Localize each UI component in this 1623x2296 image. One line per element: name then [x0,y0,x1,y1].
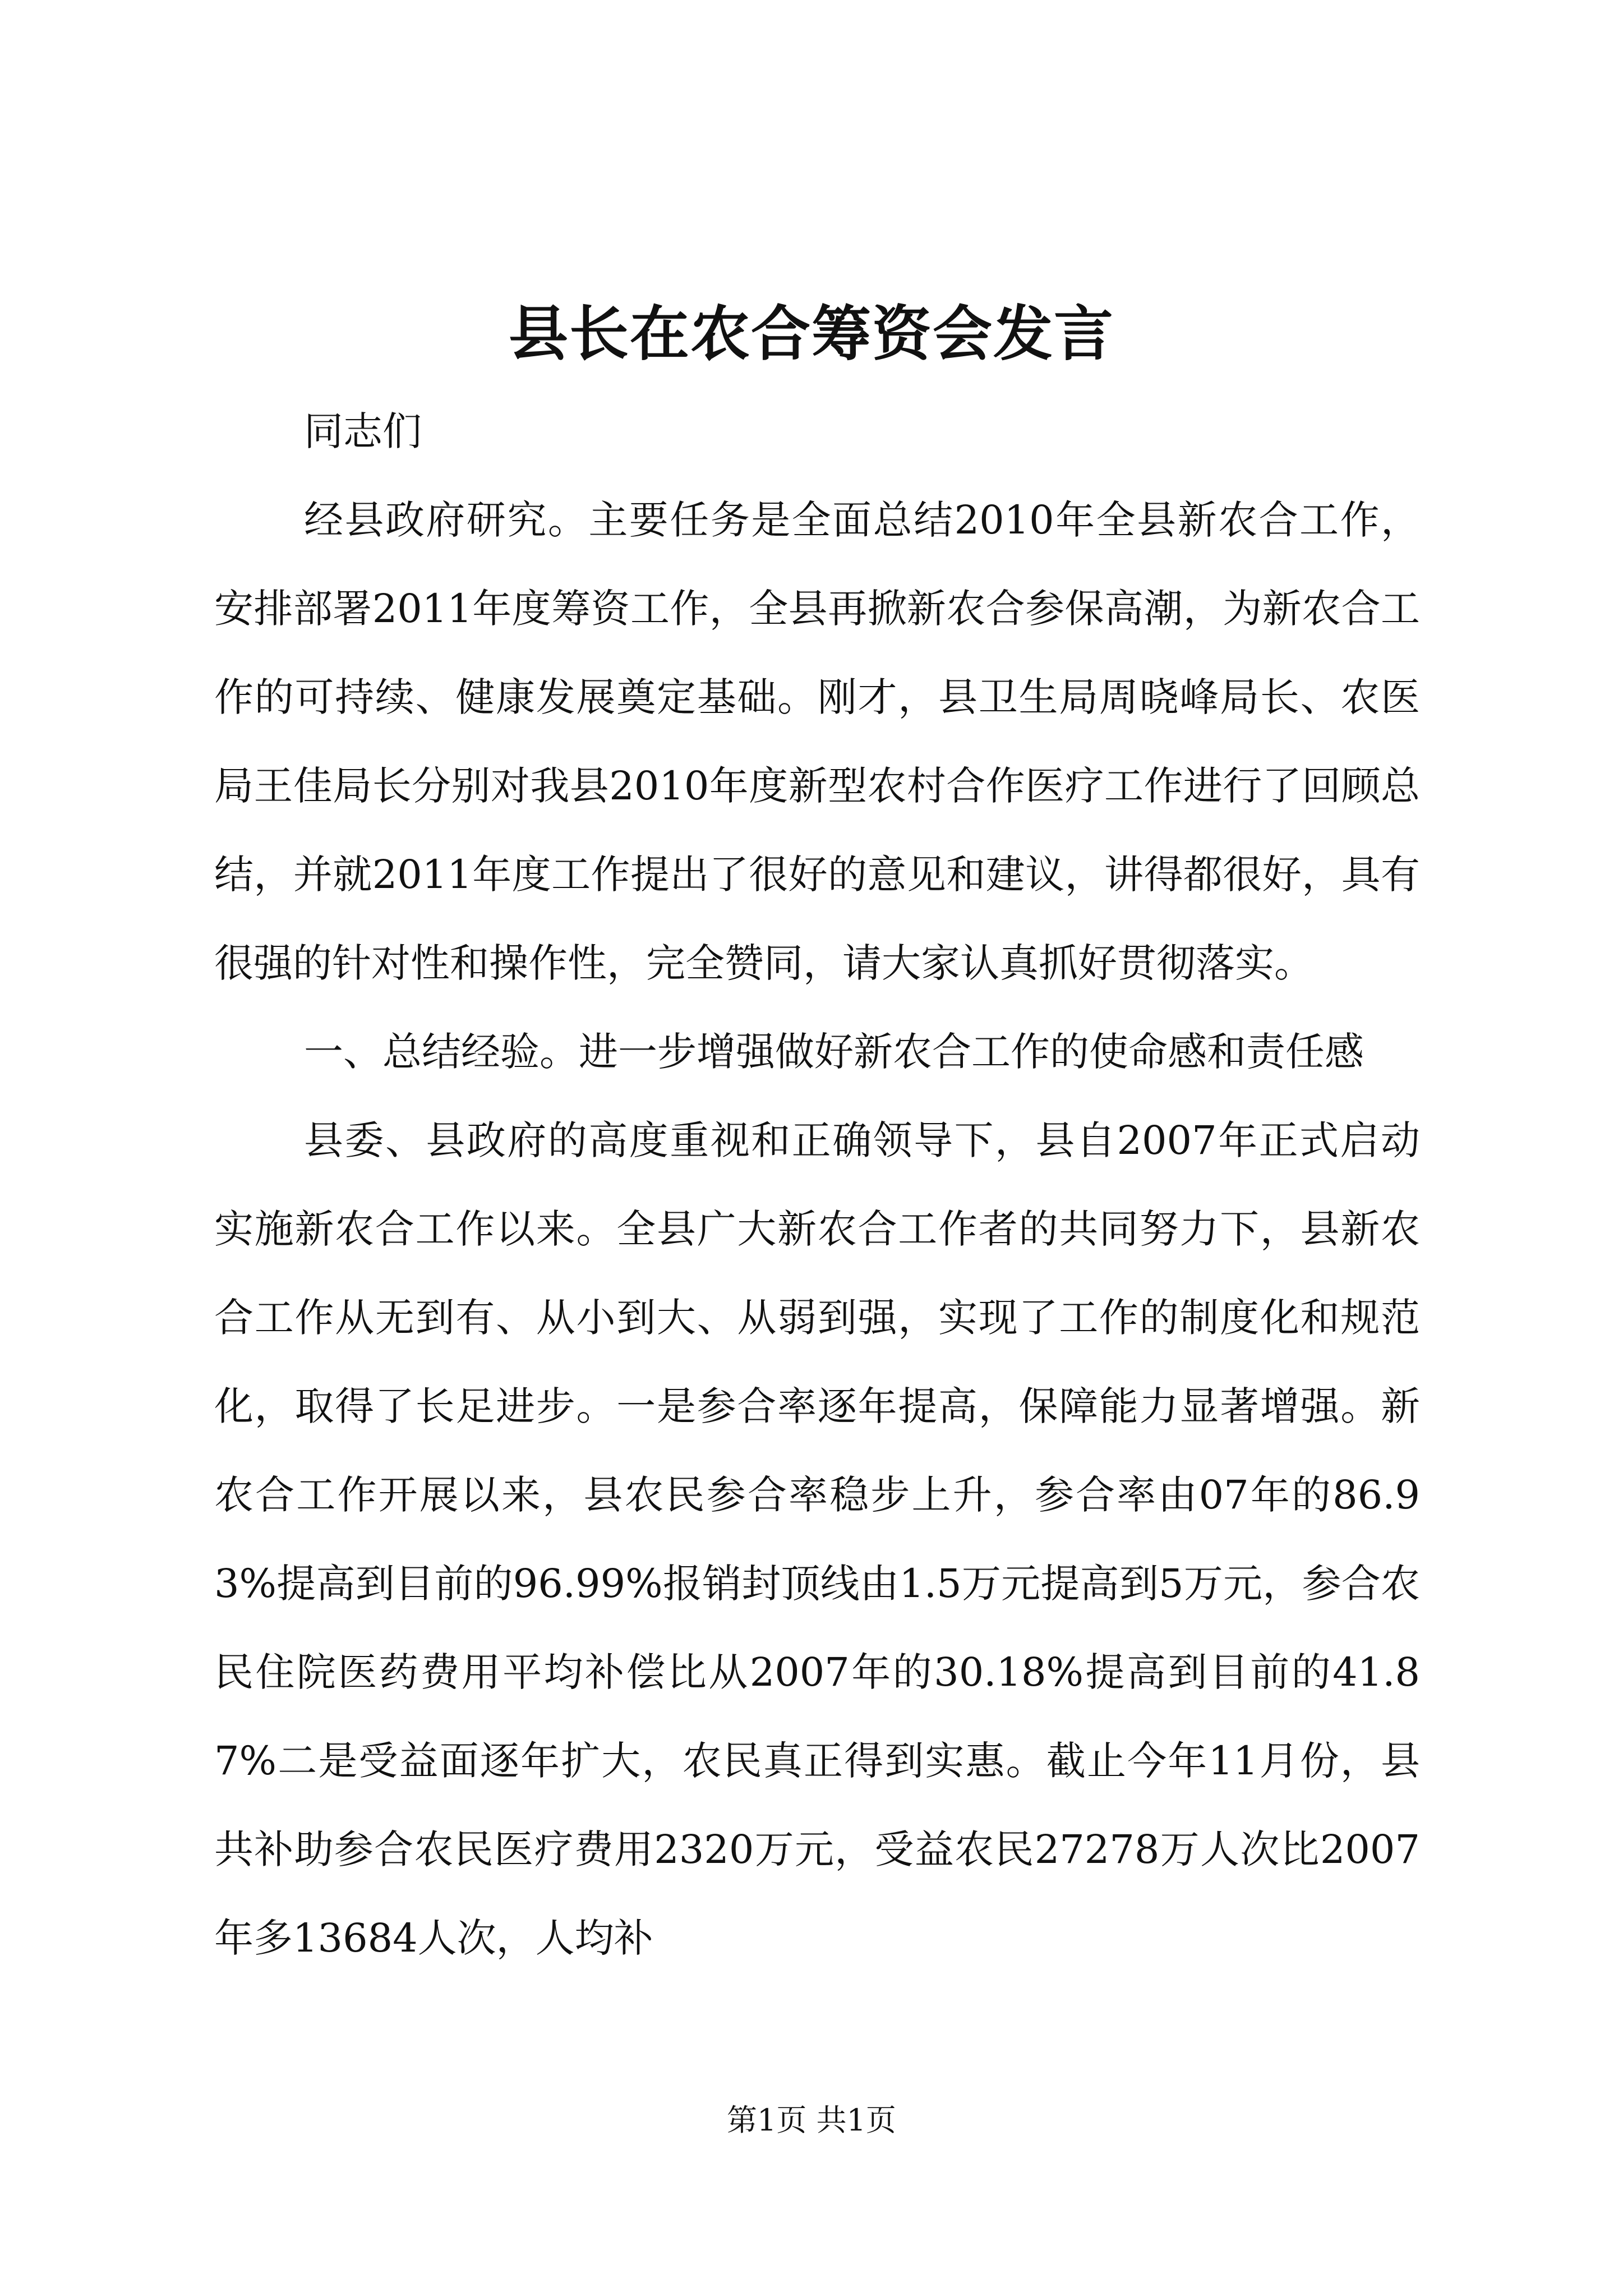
salutation-paragraph: 同志们 [304,408,422,454]
section-heading-paragraph: 一、总结经验。进一步增强做好新农合工作的使命感和责任感 [304,1029,1364,1075]
page-footer: 第1页 共1页 [727,2102,896,2138]
document-body [214,387,1420,1982]
intro-paragraph: 经县政府研究。主要任务是全面总结2010年全县新农合工作，安排部署2011年度筹资工作，全县再掀新农合参保高潮，为新农合工作的可持续、健康发展奠定基础。刚才，县卫生局周晓峰局长、农医局王佳局长分别对我县2010年度新型农村合作医疗工作进行了回顾总结，并就2011年度工作提出了很好的意见和建议，讲得都很好，具有很强的针对性和操作性，完全赞同，请大家认真抓好贯彻落实。 [214,497,1420,986]
document-title: 县长在农合筹资会发言 [509,298,1114,369]
body-paragraph: 县委、县政府的高度重视和正确领导下，县自2007年正式启动实施新农合工作以来。全县广大新农合工作者的共同努力下，县新农合工作从无到有、从小到大、从弱到强，实现了工作的制度化和规范化，取得了长足进步。一是参合率逐年提高，保障能力显著增强。新农合工作开展以来，县农民参合率稳步上升，参合率由07年的86.93%提高到目前的96.99%报销封顶线由1.5万元提高到5万元，参合农民住院医药费用平均补偿比从2007年的30.18%提高到目前的41.87%二是受益面逐年扩大，农民真正得到实惠。截止今年11月份，县共补助参合农民医疗费用2320万元，受益农民27278万人次比2007年多13684人次，人均补 [214,1117,1420,1961]
